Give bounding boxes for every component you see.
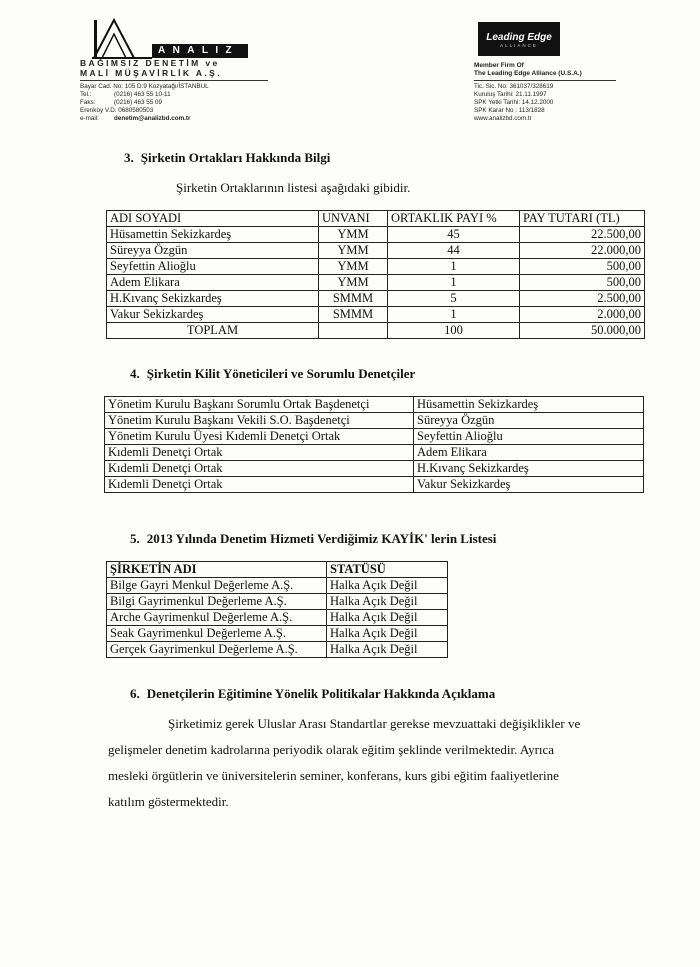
table-row	[105, 429, 644, 445]
table-header-row	[107, 562, 448, 578]
le-logo-sub: ALLIANCE	[500, 43, 538, 48]
letterhead-rule-left	[80, 80, 268, 81]
partner-share: 1	[388, 307, 520, 323]
section6-line3: mesleki örgütlerin ve üniversitelerin seminer, konferans, kurs gibi eğitim faaliyetlerine	[108, 768, 559, 783]
partner-amount: 500,00	[520, 275, 645, 291]
table-row	[105, 445, 644, 461]
manager-name: Vakur Sekizkardeş	[414, 477, 644, 493]
table-header-row	[107, 211, 645, 227]
partner-title: YMM	[319, 227, 388, 243]
table-row	[105, 413, 644, 429]
total-label: TOPLAM	[107, 323, 319, 339]
partner-name: H.Kıvanç Sekizkardeş	[107, 291, 319, 307]
table-row	[105, 477, 644, 493]
table-row	[105, 397, 644, 413]
section5-heading: 5. 2013 Yılında Denetim Hizmeti Verdiğimiz KAYİK' lerin Listesi	[130, 531, 497, 546]
partner-name: Seyfettin Alioğlu	[107, 259, 319, 275]
manager-name: H.Kıvanç Sekizkardeş	[414, 461, 644, 477]
partner-name: Vakur Sekizkardeş	[107, 307, 319, 323]
col-header-status: STATÜSÜ	[327, 562, 448, 578]
phone: Tel.: (0216) 463 55 10-11	[80, 91, 171, 98]
partners-table	[106, 210, 645, 339]
letterhead-rule-right	[474, 80, 616, 81]
kayik-clients-table	[106, 561, 448, 658]
table-row	[107, 275, 645, 291]
manager-role: Yönetim Kurulu Başkanı Sorumlu Ortak Başdenetçi	[105, 397, 414, 413]
table-row	[107, 291, 645, 307]
section3-intro: Şirketin Ortaklarının listesi aşağıdaki gibidir.	[176, 180, 411, 195]
table-total-row	[107, 323, 645, 339]
partner-share: 45	[388, 227, 520, 243]
partner-title: SMMM	[319, 307, 388, 323]
spk-authorization-date: SPK Yetki Tarihi: 14.12.2000	[474, 99, 554, 106]
partner-share: 5	[388, 291, 520, 307]
col-header-share-pct: ORTAKLIK PAYI %	[388, 211, 520, 227]
company-name: Gerçek Gayrimenkul Değerleme A.Ş.	[107, 642, 327, 658]
section3-heading: 3. Şirketin Ortakları Hakkında Bilgi	[124, 150, 331, 165]
section6-heading: 6. Denetçilerin Eğitimine Yönelik Politikalar Hakkında Açıklama	[130, 686, 496, 701]
table-row	[107, 243, 645, 259]
section6-line2: gelişmeler denetim kadrolarına periyodik olarak eğitim şeklinde verilmektedir. Ayrıca	[108, 742, 555, 757]
manager-name: Hüsamettin Sekizkardeş	[414, 397, 644, 413]
company-status: Halka Açık Değil	[327, 610, 448, 626]
table-row	[107, 594, 448, 610]
partner-title: YMM	[319, 243, 388, 259]
email: e-mail: denetim@analizbd.com.tr	[80, 115, 191, 122]
company-status: Halka Açık Değil	[327, 594, 448, 610]
spk-decision-no: SPK Karar No : 113/1828	[474, 107, 545, 114]
table-row	[107, 578, 448, 594]
company-status: Halka Açık Değil	[327, 626, 448, 642]
partner-amount: 500,00	[520, 259, 645, 275]
firm-name-line2: MALİ MÜŞAVİRLİK A.Ş.	[80, 68, 222, 78]
table-row	[107, 610, 448, 626]
manager-role: Kıdemli Denetçi Ortak	[105, 445, 414, 461]
partner-share: 1	[388, 259, 520, 275]
table-row	[107, 259, 645, 275]
partner-amount: 22.000,00	[520, 243, 645, 259]
partner-title: YMM	[319, 259, 388, 275]
partner-name: Adem Elikara	[107, 275, 319, 291]
partner-name: Hüsamettin Sekizkardeş	[107, 227, 319, 243]
manager-name: Seyfettin Alioğlu	[414, 429, 644, 445]
partner-amount: 2.000,00	[520, 307, 645, 323]
firm-name-line1: BAĞIMSIZ DENETİM ve	[80, 58, 220, 68]
partner-share: 44	[388, 243, 520, 259]
table-row	[107, 307, 645, 323]
partner-title: SMMM	[319, 291, 388, 307]
managers-table	[104, 396, 644, 493]
manager-role: Kıdemli Denetçi Ortak	[105, 477, 414, 493]
col-header-title: UNVANI	[319, 211, 388, 227]
total-share: 100	[388, 323, 520, 339]
company-name: Bilge Gayri Menkul Değerleme A.Ş.	[107, 578, 327, 594]
company-name: Seak Gayrimenkul Değerleme A.Ş.	[107, 626, 327, 642]
leading-edge-logo	[478, 22, 560, 56]
founding-date: Kuruluş Tarihi: 21.11.1997	[474, 91, 547, 98]
tax-office: Erenköy V.D. 0680580503	[80, 107, 154, 114]
col-header-name: ADI SOYADI	[107, 211, 319, 227]
partner-name: Süreyya Özgün	[107, 243, 319, 259]
section6-line1: Şirketimiz gerek Uluslar Arası Standartlar gerekse mevzuattaki değişiklikler ve	[168, 716, 581, 731]
col-header-company: ŞİRKETİN ADI	[107, 562, 327, 578]
logo-text: ANALIZ	[158, 45, 240, 56]
company-status: Halka Açık Değil	[327, 578, 448, 594]
partner-share: 1	[388, 275, 520, 291]
partner-title: YMM	[319, 275, 388, 291]
table-row	[107, 227, 645, 243]
partner-amount: 22.500,00	[520, 227, 645, 243]
website: www.analizbd.com.tr	[474, 115, 532, 122]
company-status: Halka Açık Değil	[327, 642, 448, 658]
table-row	[107, 626, 448, 642]
manager-role: Yönetim Kurulu Başkanı Vekili S.O. Başdenetçi	[105, 413, 414, 429]
table-row	[107, 642, 448, 658]
trade-registry: Tic. Sic. No: 361037/328619	[474, 83, 554, 90]
manager-name: Süreyya Özgün	[414, 413, 644, 429]
partner-amount: 2.500,00	[520, 291, 645, 307]
section4-heading: 4. Şirketin Kilit Yöneticileri ve Sorumlu Denetçiler	[130, 366, 416, 381]
company-name: Arche Gayrimenkul Değerleme A.Ş.	[107, 610, 327, 626]
address: Bayar Cad. No: 105 D:9 Kozyatağı/İSTANBUL	[80, 83, 209, 90]
le-logo-main: Leading Edge	[486, 32, 552, 43]
total-title-empty	[319, 323, 388, 339]
section6-line4: katılım göstermektedir.	[108, 794, 229, 809]
company-name: Bilgi Gayrimenkul Değerleme A.Ş.	[107, 594, 327, 610]
member-line2: The Leading Edge Alliance (U.S.A.)	[474, 70, 582, 77]
col-header-amount: PAY TUTARI (TL)	[520, 211, 645, 227]
fax: Faks: (0216) 463 55 09	[80, 99, 162, 106]
table-row	[105, 461, 644, 477]
manager-role: Kıdemli Denetçi Ortak	[105, 461, 414, 477]
manager-role: Yönetim Kurulu Üyesi Kıdemli Denetçi Ortak	[105, 429, 414, 445]
manager-name: Adem Elikara	[414, 445, 644, 461]
member-line1: Member Firm Of	[474, 62, 524, 69]
total-amount: 50.000,00	[520, 323, 645, 339]
